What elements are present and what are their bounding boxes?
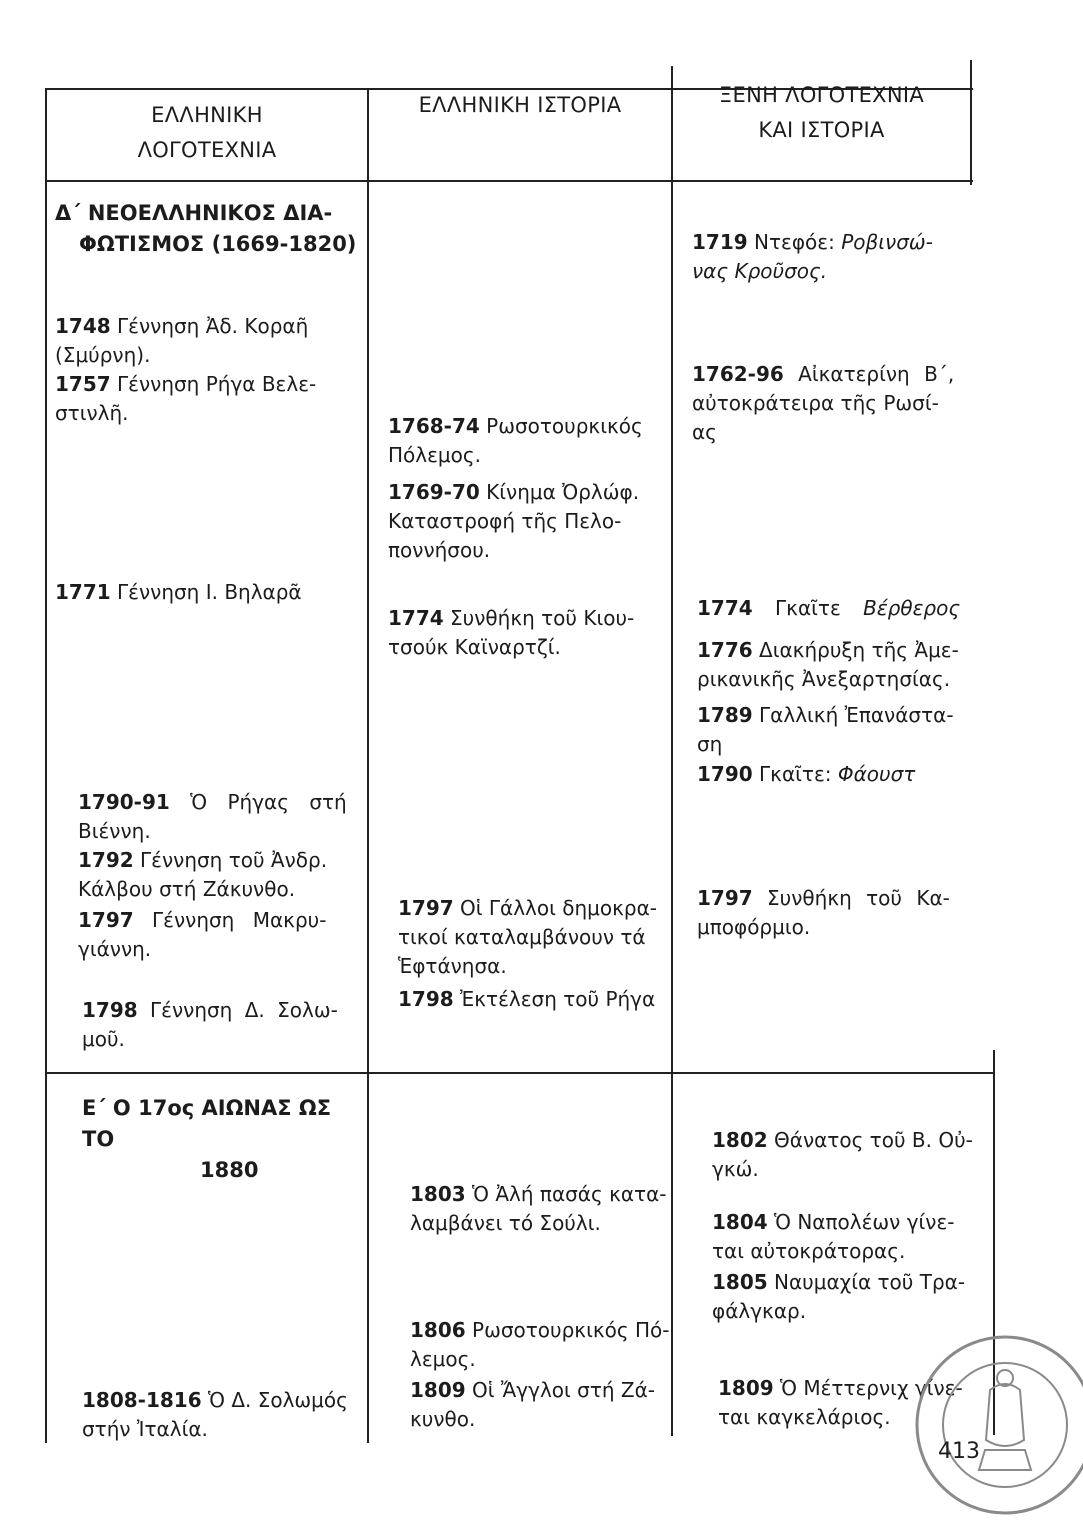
entry-text: ται αὐτοκράτορας. [712, 1239, 906, 1263]
entry-text: Ρωσοτουρκικός [479, 414, 643, 438]
timeline-entry [388, 412, 668, 470]
header-line: ΕΛΛΗΝΙΚΗ [151, 103, 263, 127]
column-divider-2 [671, 66, 673, 1436]
entry-text: στινλῆ. [55, 401, 129, 425]
timeline-entry [410, 1376, 670, 1434]
entry-text: Συνθήκη τοῦ Κα- [752, 886, 950, 910]
timeline-entry [398, 985, 670, 1014]
entry-year: 1774 [388, 606, 444, 630]
entry-text: Ὁ Ναπολέων γίνε- [767, 1210, 955, 1234]
entry-text: Βιέννη. [78, 819, 151, 843]
timeline-entry [388, 478, 668, 565]
entry-text: Γέννηση τοῦ Ἀνδρ. [133, 848, 328, 872]
entry-year: 1797 [697, 886, 753, 910]
library-stamp-icon [910, 1330, 1083, 1520]
timeline-entry [55, 312, 360, 370]
entry-year: 1748 [55, 314, 111, 338]
timeline-entry [82, 1386, 367, 1444]
entry-text: γκώ. [712, 1157, 759, 1181]
timeline-entry [410, 1180, 670, 1238]
entry-text: (Σμύρνη). [55, 343, 151, 367]
entry-year: 1803 [410, 1182, 466, 1206]
entry-year: 1719 [692, 230, 748, 254]
entry-year: 1798 [82, 998, 138, 1022]
header-line: ΞΕΝΗ ΛΟΓΟΤΕΧΝΙΑ [718, 83, 925, 107]
timeline-entry [55, 578, 360, 607]
entry-text: Γκαῖτε [752, 596, 864, 620]
timeline-entry [697, 884, 977, 942]
section-line: 1880 [200, 1158, 259, 1182]
entry-text: Αἰκατερίνη Β΄, [783, 362, 955, 386]
entry-text: Πόλεμος. [388, 443, 481, 467]
entry-text: Ντεφόε: [747, 230, 842, 254]
entry-year: 1790-91 [78, 790, 170, 814]
timeline-entry [78, 846, 363, 904]
entry-text: τικοί καταλαμβάνουν τά [398, 925, 646, 949]
entry-year: 1769-70 [388, 480, 480, 504]
entry-text: Οἱ Γάλλοι δημοκρα- [453, 896, 658, 920]
entry-text: Κάλβου στή Ζάκυνθο. [78, 877, 296, 901]
table-right-border [970, 60, 972, 185]
entry-text: Ἑφτάνησα. [398, 954, 507, 978]
header-line: ΕΛΛΗΝΙΚΗ ΙΣΤΟΡΙΑ [418, 93, 622, 117]
entry-text: ται καγκελάριος. [718, 1405, 891, 1429]
entry-year: 1771 [55, 580, 111, 604]
table-left-border [45, 88, 47, 1443]
header-bottom-border [45, 180, 973, 182]
entry-text: Θάνατος τοῦ Β. Οὐ- [767, 1128, 973, 1152]
entry-text: ρικανικῆς Ἀνεξαρτησίας. [697, 667, 951, 691]
entry-year: 1757 [55, 372, 111, 396]
entry-year: 1792 [78, 848, 134, 872]
entry-text: Συνθήκη τοῦ Κιου- [443, 606, 635, 630]
column-divider-1 [367, 88, 369, 1443]
entry-year: 1776 [697, 638, 753, 662]
header-line: ΚΑΙ ΙΣΤΟΡΙΑ [758, 118, 885, 142]
timeline-entry [692, 228, 972, 286]
entry-year: 1798 [398, 987, 454, 1011]
entry-year: 1809 [410, 1378, 466, 1402]
entry-text: φάλγκαρ. [712, 1299, 807, 1323]
entry-year: 1808-1816 [82, 1388, 202, 1412]
entry-text: Ὁ Ρήγας στή [169, 790, 347, 814]
entry-text: αὐτοκράτειρα τῆς Ρωσί- [692, 391, 939, 415]
timeline-entry [712, 1208, 982, 1266]
entry-text: στήν Ἰταλία. [82, 1417, 208, 1441]
section-line: Ε΄ Ο 17ος ΑΙΩΝΑΣ ΩΣ ΤΟ [82, 1096, 332, 1151]
timeline-entry [697, 701, 977, 759]
timeline-entry [692, 360, 972, 447]
entry-text: λεμος. [410, 1347, 476, 1371]
entry-text: Διακήρυξη τῆς Ἀμε- [752, 638, 959, 662]
entry-text: Οἱ Ἄγγλοι στή Ζά- [465, 1378, 655, 1402]
timeline-entry [82, 996, 367, 1054]
entry-text: μποφόρμιο. [697, 915, 811, 939]
entry-year: 1797 [78, 908, 134, 932]
entry-text: Γκαῖτε: [752, 762, 838, 786]
timeline-entry [697, 760, 977, 789]
section-heading-17th-century [82, 1093, 367, 1186]
entry-year: 1806 [410, 1318, 466, 1342]
entry-title-italic: Φάουστ [837, 762, 916, 786]
page-number: 413 [938, 1439, 980, 1464]
timeline-entry [78, 788, 363, 846]
entry-year: 1804 [712, 1210, 768, 1234]
entry-text: τσούκ Καϊναρτζί. [388, 635, 561, 659]
entry-text: Καταστροφή τῆς Πελο- [388, 509, 622, 533]
timeline-entry [398, 894, 670, 981]
entry-text: μοῦ. [82, 1027, 125, 1051]
header-line: ΛΟΓΟΤΕΧΝΙΑ [137, 138, 277, 162]
entry-year: 1774 [697, 596, 753, 620]
entry-year: 1768-74 [388, 414, 480, 438]
entry-text: Ὁ Μέττερνιχ γίνε- [773, 1376, 963, 1400]
entry-title-italic: Ροβινσώ- [841, 230, 933, 254]
timeline-entry [78, 906, 363, 964]
entry-title-italic: νας Κροῦσος. [692, 259, 828, 283]
entry-year: 1789 [697, 703, 753, 727]
timeline-entry [712, 1268, 982, 1326]
entry-year: 1762-96 [692, 362, 784, 386]
section-heading-enlightenment [55, 198, 365, 260]
timeline-entry [697, 636, 977, 694]
entry-text: Γέννηση Δ. Σολω- [137, 998, 338, 1022]
header-greek-history [369, 88, 671, 123]
entry-text: Ρωσοτουρκικός Πό- [465, 1318, 670, 1342]
entry-text: Ναυμαχία τοῦ Τρα- [767, 1270, 966, 1294]
timeline-entry [55, 370, 360, 428]
entry-text: γιάννη. [78, 937, 152, 961]
section-line: Δ΄ ΝΕΟΕΛΛΗΝΙΚΟΣ ΔΙΑ- [55, 201, 333, 225]
entry-year: 1805 [712, 1270, 768, 1294]
entry-year: 1802 [712, 1128, 768, 1152]
entry-title-italic: Βέρθερος [863, 596, 961, 620]
entry-text: Γέννηση Ι. Βηλαρᾶ [110, 580, 302, 604]
entry-year: 1809 [718, 1376, 774, 1400]
timeline-entry [697, 594, 977, 623]
entry-text: Ἐκτέλεση τοῦ Ρήγα [453, 987, 656, 1011]
entry-text: λαμβάνει τό Σούλι. [410, 1211, 601, 1235]
entry-text: κυνθο. [410, 1407, 476, 1431]
timeline-entry [388, 604, 668, 662]
entry-text: Γέννηση Μακρυ- [133, 908, 327, 932]
entry-text: Ὁ Δ. Σολωμός [201, 1388, 348, 1412]
entry-text: Γέννηση Ρήγα Βελε- [110, 372, 317, 396]
entry-text: ση [697, 732, 723, 756]
entry-text: Γαλλική Ἐπανάστα- [752, 703, 954, 727]
section-divider [45, 1072, 995, 1074]
entry-year: 1790 [697, 762, 753, 786]
timeline-entry [712, 1126, 982, 1184]
entry-text: Γέννηση Ἀδ. Κοραῆ [110, 314, 309, 338]
header-foreign-lit-history [673, 78, 970, 148]
header-greek-literature [47, 98, 367, 168]
entry-text: Κίνημα Ὀρλώφ. [479, 480, 640, 504]
timeline-entry [410, 1316, 670, 1374]
section-line: ΦΩΤΙΣΜΟΣ (1669-1820) [79, 232, 357, 256]
entry-text: ποννήσου. [388, 538, 491, 562]
entry-text: ας [692, 420, 717, 444]
entry-year: 1797 [398, 896, 454, 920]
entry-text: Ὁ Ἀλή πασάς κατα- [465, 1182, 667, 1206]
